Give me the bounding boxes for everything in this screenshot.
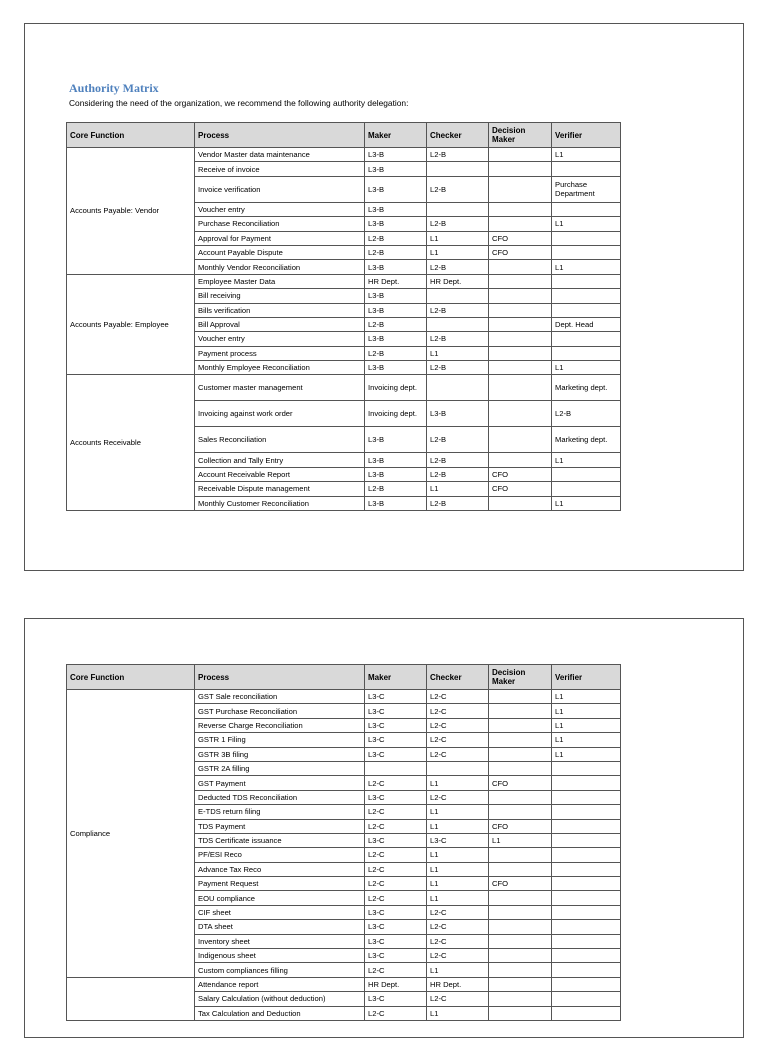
maker-cell: L3-B <box>365 202 427 216</box>
decision-maker-cell <box>489 977 552 991</box>
process-cell: Bill receiving <box>195 289 365 303</box>
maker-cell: L2-C <box>365 862 427 876</box>
decision-maker-cell <box>489 718 552 732</box>
header-maker: Maker <box>365 665 427 690</box>
core-function-cell: Accounts Receivable <box>67 375 195 511</box>
decision-maker-cell <box>489 704 552 718</box>
checker-cell: L2-C <box>427 992 489 1006</box>
checker-cell: L2-C <box>427 747 489 761</box>
verifier-cell <box>552 162 621 176</box>
checker-cell <box>427 202 489 216</box>
verifier-cell <box>552 482 621 496</box>
decision-maker-cell <box>489 274 552 288</box>
core-function-cell: Accounts Payable: Vendor <box>67 148 195 275</box>
document-subtitle: Considering the need of the organization, we recommend the following authority delegation: <box>69 98 409 108</box>
process-cell: GSTR 2A filling <box>195 761 365 775</box>
decision-maker-cell <box>489 733 552 747</box>
decision-maker-cell <box>489 963 552 977</box>
maker-cell: L3-B <box>365 148 427 162</box>
maker-cell: L2-B <box>365 245 427 259</box>
checker-cell: L2-B <box>427 148 489 162</box>
checker-cell <box>427 289 489 303</box>
decision-maker-cell <box>489 401 552 427</box>
decision-maker-cell <box>489 176 552 202</box>
checker-cell: L2-C <box>427 905 489 919</box>
verifier-cell <box>552 891 621 905</box>
process-cell: PF/ESI Reco <box>195 848 365 862</box>
verifier-cell <box>552 920 621 934</box>
decision-maker-cell <box>489 260 552 274</box>
verifier-cell <box>552 934 621 948</box>
checker-cell: L1 <box>427 848 489 862</box>
checker-cell: L1 <box>427 891 489 905</box>
process-cell: Attendance report <box>195 977 365 991</box>
process-cell: E-TDS return filing <box>195 805 365 819</box>
process-cell: Deducted TDS Reconciliation <box>195 790 365 804</box>
verifier-cell: L1 <box>552 361 621 375</box>
verifier-cell: Marketing dept. <box>552 427 621 453</box>
checker-cell: L2-B <box>427 176 489 202</box>
verifier-cell: L1 <box>552 690 621 704</box>
checker-cell: L1 <box>427 819 489 833</box>
authority-matrix-table-2 <box>66 664 621 1021</box>
checker-cell <box>427 375 489 401</box>
verifier-cell <box>552 977 621 991</box>
decision-maker-cell: CFO <box>489 467 552 481</box>
decision-maker-cell <box>489 427 552 453</box>
maker-cell: L3-C <box>365 920 427 934</box>
process-cell: Bill Approval <box>195 317 365 331</box>
header-core-function: Core Function <box>67 665 195 690</box>
maker-cell: L3-B <box>365 217 427 231</box>
process-cell: Monthly Vendor Reconciliation <box>195 260 365 274</box>
checker-cell: L2-C <box>427 718 489 732</box>
maker-cell: L3-C <box>365 905 427 919</box>
process-cell: Invoicing against work order <box>195 401 365 427</box>
decision-maker-cell <box>489 992 552 1006</box>
process-cell: GST Payment <box>195 776 365 790</box>
decision-maker-cell <box>489 303 552 317</box>
decision-maker-cell <box>489 891 552 905</box>
maker-cell: L2-C <box>365 848 427 862</box>
verifier-cell: L1 <box>552 496 621 510</box>
process-cell: Voucher entry <box>195 332 365 346</box>
maker-cell: L3-B <box>365 162 427 176</box>
verifier-cell: L1 <box>552 747 621 761</box>
process-cell: Voucher entry <box>195 202 365 216</box>
maker-cell: L2-C <box>365 963 427 977</box>
decision-maker-cell <box>489 920 552 934</box>
maker-cell: L2-B <box>365 231 427 245</box>
decision-maker-cell <box>489 346 552 360</box>
verifier-cell <box>552 467 621 481</box>
process-cell: EOU compliance <box>195 891 365 905</box>
process-cell: Account Receivable Report <box>195 467 365 481</box>
maker-cell: L3-B <box>365 361 427 375</box>
table-row <box>67 977 621 991</box>
process-cell: Purchase Reconciliation <box>195 217 365 231</box>
process-cell: Payment Request <box>195 877 365 891</box>
decision-maker-cell <box>489 805 552 819</box>
core-function-cell: Accounts Payable: Employee <box>67 274 195 375</box>
decision-maker-cell <box>489 162 552 176</box>
decision-maker-cell <box>489 848 552 862</box>
header-decision-maker: Decision Maker <box>489 665 552 690</box>
header-checker: Checker <box>427 665 489 690</box>
process-cell: Monthly Employee Reconciliation <box>195 361 365 375</box>
verifier-cell <box>552 905 621 919</box>
process-cell: TDS Payment <box>195 819 365 833</box>
checker-cell: L2-B <box>427 427 489 453</box>
checker-cell: HR Dept. <box>427 977 489 991</box>
checker-cell: L1 <box>427 482 489 496</box>
process-cell: CIF sheet <box>195 905 365 919</box>
decision-maker-cell: CFO <box>489 819 552 833</box>
verifier-cell: L1 <box>552 718 621 732</box>
process-cell: Advance Tax Reco <box>195 862 365 876</box>
decision-maker-cell <box>489 949 552 963</box>
checker-cell: L2-C <box>427 733 489 747</box>
process-cell: Approval for Payment <box>195 231 365 245</box>
decision-maker-cell <box>489 905 552 919</box>
process-cell: Monthly Customer Reconciliation <box>195 496 365 510</box>
process-cell: GST Sale reconciliation <box>195 690 365 704</box>
maker-cell: L3-C <box>365 704 427 718</box>
checker-cell: L2-C <box>427 704 489 718</box>
header-core-function: Core Function <box>67 123 195 148</box>
table-header-row <box>67 665 621 690</box>
maker-cell: L3-C <box>365 949 427 963</box>
maker-cell: L2-C <box>365 877 427 891</box>
process-cell: Indigenous sheet <box>195 949 365 963</box>
header-process: Process <box>195 665 365 690</box>
process-cell: TDS Certificate issuance <box>195 833 365 847</box>
verifier-cell <box>552 819 621 833</box>
checker-cell: L1 <box>427 877 489 891</box>
checker-cell: L1 <box>427 346 489 360</box>
verifier-cell <box>552 761 621 775</box>
verifier-cell <box>552 776 621 790</box>
maker-cell: L3-B <box>365 176 427 202</box>
verifier-cell <box>552 949 621 963</box>
decision-maker-cell: CFO <box>489 245 552 259</box>
verifier-cell: L1 <box>552 704 621 718</box>
checker-cell: L2-B <box>427 453 489 467</box>
process-cell: Employee Master Data <box>195 274 365 288</box>
decision-maker-cell <box>489 332 552 346</box>
process-cell: Customer master management <box>195 375 365 401</box>
decision-maker-cell: CFO <box>489 877 552 891</box>
verifier-cell: L1 <box>552 148 621 162</box>
maker-cell: L2-B <box>365 482 427 496</box>
verifier-cell <box>552 1006 621 1020</box>
core-function-cell <box>67 977 195 1020</box>
header-maker: Maker <box>365 123 427 148</box>
verifier-cell <box>552 877 621 891</box>
checker-cell: L1 <box>427 776 489 790</box>
checker-cell: L1 <box>427 805 489 819</box>
verifier-cell: Marketing dept. <box>552 375 621 401</box>
checker-cell: L2-B <box>427 467 489 481</box>
verifier-cell <box>552 231 621 245</box>
verifier-cell: L2-B <box>552 401 621 427</box>
header-decision-maker: Decision Maker <box>489 123 552 148</box>
authority-matrix-table-1 <box>66 122 621 511</box>
maker-cell: L3-C <box>365 790 427 804</box>
maker-cell: L3-C <box>365 690 427 704</box>
decision-maker-cell <box>489 747 552 761</box>
decision-maker-cell <box>489 148 552 162</box>
decision-maker-cell <box>489 790 552 804</box>
checker-cell: L3-C <box>427 833 489 847</box>
maker-cell: L2-C <box>365 819 427 833</box>
process-cell: Salary Calculation (without deduction) <box>195 992 365 1006</box>
maker-cell: L3-B <box>365 496 427 510</box>
decision-maker-cell: L1 <box>489 833 552 847</box>
document-title: Authority Matrix <box>69 81 159 95</box>
maker-cell: L3-C <box>365 934 427 948</box>
checker-cell: L3-B <box>427 401 489 427</box>
checker-cell: L1 <box>427 245 489 259</box>
maker-cell: L3-B <box>365 260 427 274</box>
table-row <box>67 148 621 162</box>
table-row <box>67 274 621 288</box>
verifier-cell <box>552 202 621 216</box>
maker-cell: L3-B <box>365 427 427 453</box>
verifier-cell <box>552 862 621 876</box>
maker-cell: L2-C <box>365 891 427 905</box>
checker-cell: L2-B <box>427 217 489 231</box>
decision-maker-cell <box>489 761 552 775</box>
maker-cell: L3-B <box>365 332 427 346</box>
process-cell: Custom compliances filling <box>195 963 365 977</box>
decision-maker-cell <box>489 361 552 375</box>
decision-maker-cell: CFO <box>489 776 552 790</box>
maker-cell: L3-C <box>365 733 427 747</box>
decision-maker-cell <box>489 862 552 876</box>
checker-cell: L2-B <box>427 332 489 346</box>
decision-maker-cell <box>489 1006 552 1020</box>
checker-cell <box>427 761 489 775</box>
process-cell: GSTR 3B filing <box>195 747 365 761</box>
checker-cell: L2-B <box>427 260 489 274</box>
decision-maker-cell <box>489 289 552 303</box>
checker-cell: L2-B <box>427 496 489 510</box>
maker-cell: L2-C <box>365 805 427 819</box>
process-cell: Tax Calculation and Deduction <box>195 1006 365 1020</box>
verifier-cell: L1 <box>552 260 621 274</box>
decision-maker-cell <box>489 202 552 216</box>
decision-maker-cell <box>489 375 552 401</box>
decision-maker-cell <box>489 496 552 510</box>
checker-cell: L1 <box>427 231 489 245</box>
process-cell: Payment process <box>195 346 365 360</box>
maker-cell: HR Dept. <box>365 977 427 991</box>
verifier-cell: Purchase Department <box>552 176 621 202</box>
verifier-cell: L1 <box>552 453 621 467</box>
checker-cell: L1 <box>427 1006 489 1020</box>
checker-cell: L2-C <box>427 920 489 934</box>
decision-maker-cell <box>489 217 552 231</box>
checker-cell: L2-B <box>427 303 489 317</box>
header-process: Process <box>195 123 365 148</box>
verifier-cell <box>552 289 621 303</box>
maker-cell: L3-C <box>365 833 427 847</box>
table-row <box>67 690 621 704</box>
verifier-cell <box>552 332 621 346</box>
checker-cell <box>427 317 489 331</box>
verifier-cell <box>552 346 621 360</box>
maker-cell: L3-C <box>365 747 427 761</box>
verifier-cell <box>552 274 621 288</box>
process-cell: Invoice verification <box>195 176 365 202</box>
maker-cell: L3-B <box>365 467 427 481</box>
maker-cell: L3-B <box>365 303 427 317</box>
maker-cell: Invoicing dept. <box>365 375 427 401</box>
process-cell: Reverse Charge Reconciliation <box>195 718 365 732</box>
maker-cell: HR Dept. <box>365 274 427 288</box>
checker-cell: L2-C <box>427 790 489 804</box>
decision-maker-cell: CFO <box>489 482 552 496</box>
checker-cell <box>427 162 489 176</box>
checker-cell: L1 <box>427 963 489 977</box>
table-row <box>67 375 621 401</box>
document-page-1 <box>24 23 744 571</box>
process-cell: Receive of invoice <box>195 162 365 176</box>
header-checker: Checker <box>427 123 489 148</box>
maker-cell: L2-C <box>365 1006 427 1020</box>
header-verifier: Verifier <box>552 665 621 690</box>
verifier-cell: Dept. Head <box>552 317 621 331</box>
maker-cell <box>365 761 427 775</box>
checker-cell: L2-C <box>427 690 489 704</box>
decision-maker-cell <box>489 453 552 467</box>
process-cell: GST Purchase Reconciliation <box>195 704 365 718</box>
verifier-cell <box>552 245 621 259</box>
process-cell: DTA sheet <box>195 920 365 934</box>
decision-maker-cell <box>489 690 552 704</box>
checker-cell: L2-C <box>427 949 489 963</box>
checker-cell: L2-B <box>427 361 489 375</box>
verifier-cell <box>552 303 621 317</box>
document-page-2 <box>24 618 744 1038</box>
verifier-cell: L1 <box>552 733 621 747</box>
maker-cell: L2-C <box>365 776 427 790</box>
verifier-cell <box>552 848 621 862</box>
maker-cell: L3-B <box>365 289 427 303</box>
verifier-cell: L1 <box>552 217 621 231</box>
checker-cell: L1 <box>427 862 489 876</box>
decision-maker-cell <box>489 934 552 948</box>
verifier-cell <box>552 992 621 1006</box>
process-cell: Account Payable Dispute <box>195 245 365 259</box>
decision-maker-cell: CFO <box>489 231 552 245</box>
core-function-cell: Compliance <box>67 690 195 978</box>
verifier-cell <box>552 833 621 847</box>
process-cell: Inventory sheet <box>195 934 365 948</box>
process-cell: Bills verification <box>195 303 365 317</box>
table-header-row <box>67 123 621 148</box>
verifier-cell <box>552 790 621 804</box>
maker-cell: L3-C <box>365 718 427 732</box>
verifier-cell <box>552 805 621 819</box>
maker-cell: L2-B <box>365 346 427 360</box>
process-cell: Vendor Master data maintenance <box>195 148 365 162</box>
process-cell: Sales Reconciliation <box>195 427 365 453</box>
maker-cell: L2-B <box>365 317 427 331</box>
maker-cell: L3-B <box>365 453 427 467</box>
header-verifier: Verifier <box>552 123 621 148</box>
checker-cell: L2-C <box>427 934 489 948</box>
checker-cell: HR Dept. <box>427 274 489 288</box>
process-cell: Receivable Dispute management <box>195 482 365 496</box>
decision-maker-cell <box>489 317 552 331</box>
verifier-cell <box>552 963 621 977</box>
maker-cell: Invoicing dept. <box>365 401 427 427</box>
process-cell: GSTR 1 Filing <box>195 733 365 747</box>
process-cell: Collection and Tally Entry <box>195 453 365 467</box>
maker-cell: L3-C <box>365 992 427 1006</box>
